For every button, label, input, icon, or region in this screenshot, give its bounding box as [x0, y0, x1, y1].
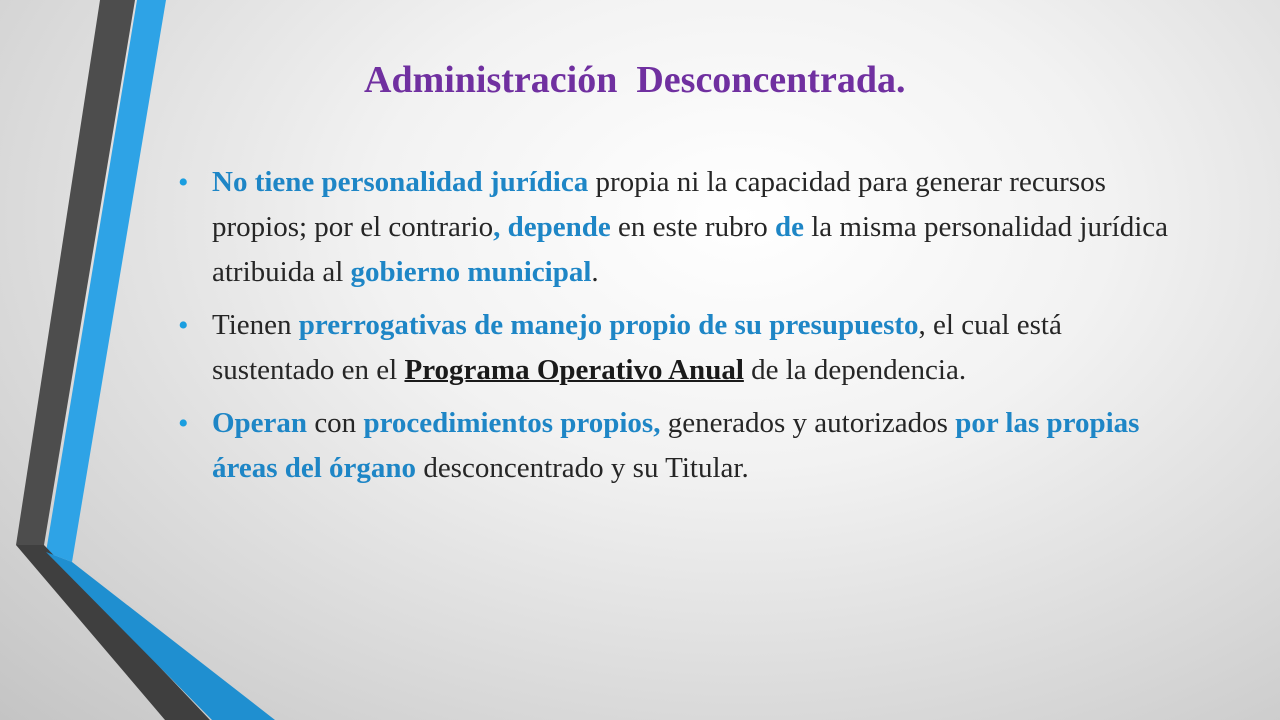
- highlight-text: Operan: [212, 407, 308, 439]
- bullet-item: [174, 303, 1174, 393]
- bullet-text: [212, 166, 1168, 288]
- body-text: Tienen: [212, 309, 299, 341]
- highlight-text: de: [775, 211, 804, 243]
- bullet-text: [212, 309, 1062, 386]
- bullet-icon: •: [178, 407, 189, 440]
- bullet-icon: •: [178, 309, 189, 342]
- dark-stripe-lower: [16, 545, 210, 720]
- body-text: de la dependencia.: [743, 354, 967, 386]
- bullet-icon: •: [178, 166, 189, 199]
- bullet-text: [212, 407, 1139, 484]
- bullet-item: [174, 401, 1174, 491]
- bullet-list: [174, 160, 1174, 499]
- body-text: generados y autorizados: [660, 407, 956, 439]
- body-text: desconcentrado y su Titular.: [416, 452, 749, 484]
- highlight-text: No tiene personalidad jurídica: [212, 166, 589, 198]
- body-text: , el cual está sustentado en el: [212, 309, 1062, 386]
- slide-title: Administración Desconcentrada.: [364, 59, 906, 101]
- highlight-text: por las propias áreas del órgano: [212, 407, 1140, 484]
- bullet-item: [174, 160, 1174, 295]
- body-text: propia ni la capacidad para generar recursos propios; por el contrario: [212, 166, 1106, 243]
- body-text: con: [307, 407, 364, 439]
- body-text: en este rubro: [610, 211, 775, 243]
- highlight-text: , depende: [493, 211, 611, 243]
- underlined-text: Programa Operativo Anual: [404, 354, 744, 386]
- highlight-text: gobierno municipal: [350, 256, 592, 288]
- highlight-text: prerrogativas de manejo propio de su presupuesto: [298, 309, 919, 341]
- highlight-text: procedimientos propios,: [363, 407, 661, 439]
- body-text: la misma personalidad jurídica atribuida al: [212, 211, 1169, 288]
- body-text: .: [591, 256, 599, 288]
